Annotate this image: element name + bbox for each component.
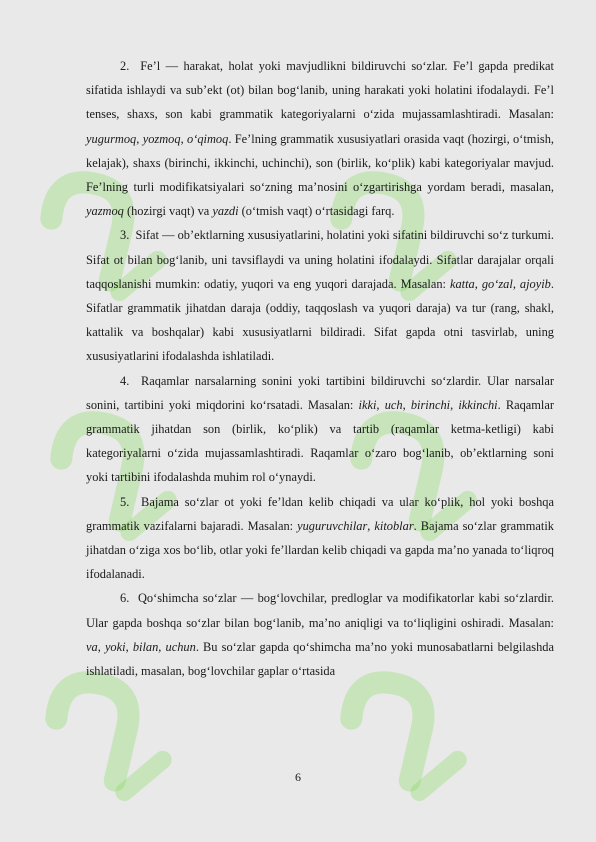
text-run: , <box>97 639 105 654</box>
example-word: yugurmoq <box>86 131 137 146</box>
example-word: ikkinchi <box>458 397 498 412</box>
text-run: , <box>402 397 411 412</box>
text-run: , <box>376 397 385 412</box>
example-word: o‘qimoq <box>187 131 229 146</box>
example-word: uchun <box>165 639 196 654</box>
text-run: . Bu so‘zlar gapda qo‘shimcha ma’no yoki munosabatlarni belgilashda ishlatiladi, masalan, bog‘lovchilar gaplar o‘rtasida <box>86 639 554 679</box>
text-run: (o‘tmish vaqt) o‘rtasidagi farq. <box>238 204 395 219</box>
text-run: , <box>367 518 375 533</box>
example-word: va <box>86 639 98 654</box>
example-word: birinchi <box>410 397 451 412</box>
example-word: go‘zal <box>481 276 513 291</box>
paragraph <box>86 369 554 490</box>
example-word: yoki <box>104 639 126 654</box>
example-word: katta <box>449 276 475 291</box>
example-word: kitoblar <box>374 518 414 533</box>
text-run: 6. Qo‘shimcha so‘zlar — bog‘lovchilar, predloglar va modifikatorlar kabi so‘zlardir. Ular gapda boshqa so‘zlar bilan bog‘lanib, ma’no aniqligi va to‘liqligini oshiradi. Masalan: <box>86 591 554 630</box>
paragraph <box>86 490 554 587</box>
text-run: , <box>136 131 143 146</box>
paragraph <box>86 223 554 368</box>
example-word: ikki <box>358 397 377 412</box>
paragraph <box>86 54 554 223</box>
example-word: ajoyib <box>519 276 551 291</box>
text-run: . Raqamlar grammatik jihatdan son (birlik, ko‘plik) va tartib (raqamlar ketma-ketligi) kabi kategoriyalarni o‘zida mujassamlashtiradi. Raqamlar o‘zaro bog‘lanib, ob’ektlarning soni yoki tartibini ifodalashda muhim rol o‘ynaydi. <box>86 397 554 485</box>
text-run: 5. Bajama so‘zlar ot yoki fe’ldan kelib chiqadi va ular ko‘plik, hol yoki boshqa grammatik vazifalarni bajaradi. Masalan: <box>86 494 554 533</box>
text-run: , <box>125 639 133 654</box>
text-run: (hozirgi vaqt) va <box>123 204 213 219</box>
text-run: . Bajama so‘zlar grammatik jihatdan o‘ziga xos bo‘lib, otlar yoki fe’llardan kelib chiqadi va gapda ma’no yanada to‘liqroq ifodalanadi. <box>86 518 555 582</box>
text-run: . Fe’lning grammatik xususiyatlari orasida vaqt (hozirgi, o‘tmish, kelajak), shaxs (birinchi, ikkinchi, uchinchi), son (birlik, ko‘plik) kabi kategoriyalar mavjud. Fe’lning turli modifikatsiyalari so‘zning ma’nosini o‘zgartirishga yordam beradi, masalan, <box>86 131 555 195</box>
text-run: , <box>474 276 482 291</box>
example-word: yuguruvchilar <box>297 518 368 533</box>
text-run: , <box>450 397 459 412</box>
paragraph <box>86 586 554 683</box>
text-run: , <box>180 131 188 146</box>
text-run: 3. Sifat — ob’ektlarning xususiyatlarini, holatini yoki sifatini bildiruvchi so‘z turkumi. Sifat ot bilan bog‘lanib, uni tavsiflaydi va uning holatini ifodalaydi. Sifatlar darajalar orqali taqqoslanishi mumkin: odatiy, yuqori va eng yuqori darajada. Masalan: <box>86 228 554 291</box>
example-word: bilan <box>132 639 159 654</box>
text-run: , <box>158 639 166 654</box>
example-word: yazdi <box>212 204 239 219</box>
example-word: yazmoq <box>86 204 124 219</box>
example-word: uch <box>384 397 403 412</box>
example-word: yozmoq <box>142 131 181 146</box>
text-run: , <box>512 276 520 291</box>
document-body <box>86 54 554 683</box>
text-run: 2. Fe’l — harakat, holat yoki mavjudlikni bildiruvchi so‘zlar. Fe’l gapda predikat sifatida ishlaydi va sub’ekt (ot) bilan bog‘lanib, uning harakati yoki holatini ifodalaydi. Fe’l tenses, shaxs, son kabi grammatik kategoriyalarni o‘zida mujassamlashtiradi. Masalan: <box>86 59 554 122</box>
page-number: 6 <box>295 770 301 784</box>
text-run: . Sifatlar grammatik jihatdan daraja (oddiy, taqqoslash va yuqori daraja) va tur (rang, shakl, kattalik va boshqalar) kabi xususiyatlarni bildiradi. Sifat gapda otni tasvirlab, uning xususiyatlarini ifodalashda ishlatiladi. <box>86 276 554 364</box>
text-run: 4. Raqamlar narsalarning sonini yoki tartibini bildiruvchi so‘zlardir. Ular narsalar sonini, tartibini yoki miqdorini ko‘rsatadi. Masalan: <box>86 373 554 412</box>
